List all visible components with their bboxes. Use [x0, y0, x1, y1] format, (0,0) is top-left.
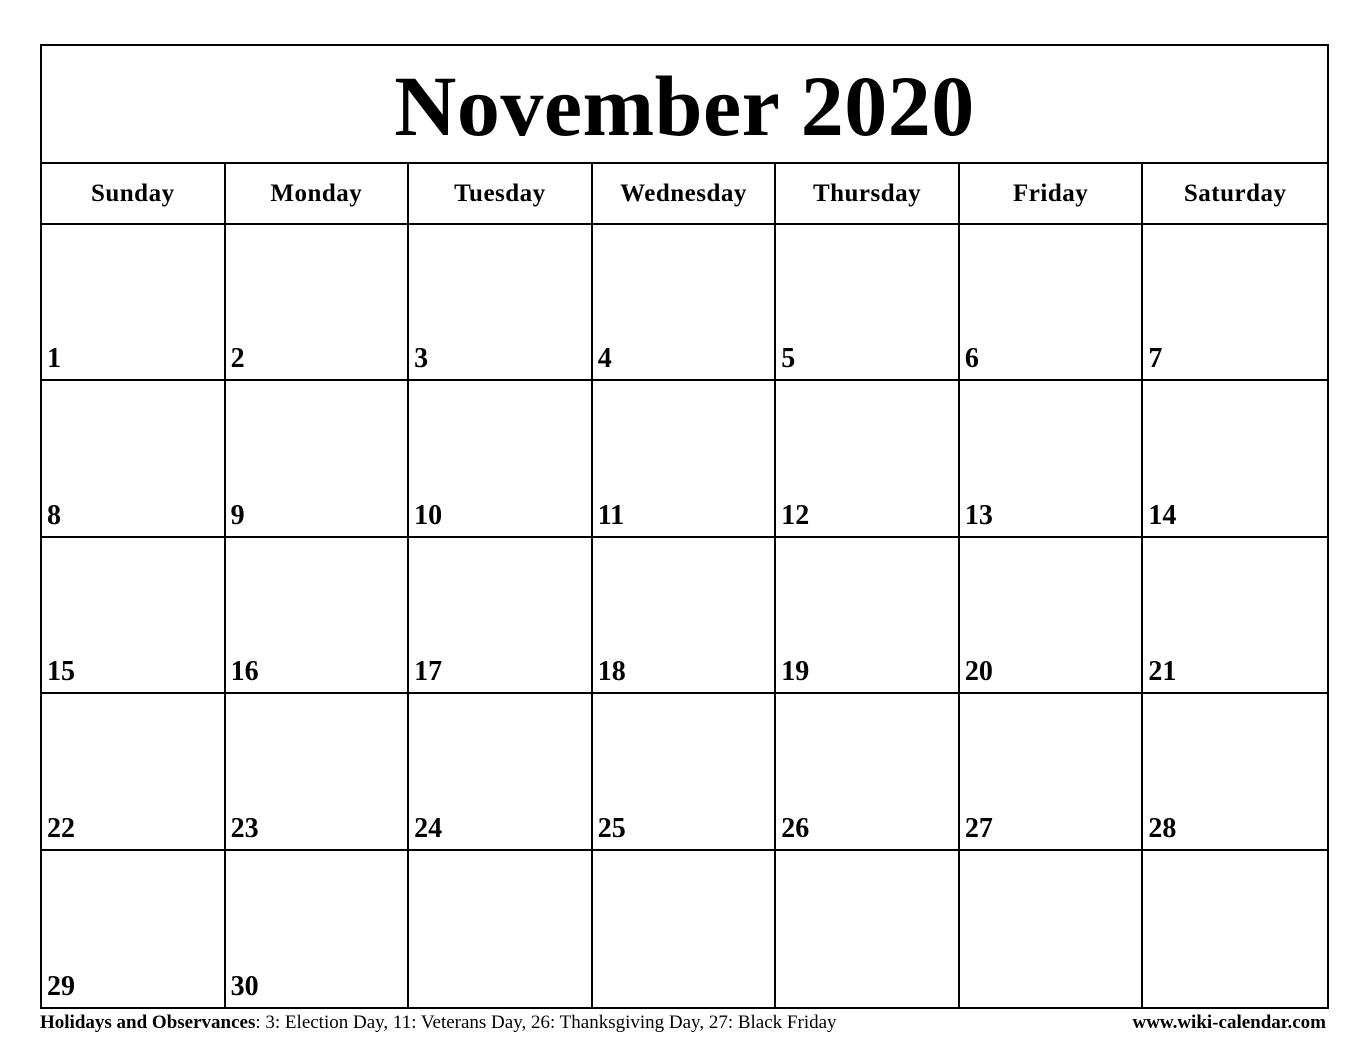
day-cell — [776, 225, 960, 381]
day-number: 4 — [597, 343, 612, 375]
day-cell — [776, 538, 960, 694]
day-cell — [960, 694, 1144, 850]
day-cell — [226, 694, 410, 850]
day-number: 29 — [47, 970, 75, 1002]
holidays-label: Holidays and Observances — [40, 1012, 256, 1033]
day-cell — [1143, 538, 1327, 694]
day-number: 19 — [781, 656, 810, 688]
day-cell — [409, 694, 593, 850]
day-cell — [1143, 851, 1327, 1007]
day-number: 13 — [964, 499, 993, 531]
weekday-header: Wednesday — [593, 164, 777, 225]
day-number: 28 — [1148, 812, 1177, 844]
weekday-header: Friday — [960, 164, 1144, 225]
day-number: 23 — [230, 812, 259, 844]
weekday-header: Tuesday — [409, 164, 593, 225]
day-number: 1 — [47, 343, 61, 375]
day-cell — [776, 851, 960, 1007]
day-number: 20 — [964, 656, 993, 688]
day-cell — [776, 381, 960, 537]
day-cell — [1143, 225, 1327, 381]
day-number: 7 — [1148, 343, 1163, 375]
day-number: 10 — [414, 499, 443, 531]
day-cell — [42, 851, 226, 1007]
weekday-header: Saturday — [1143, 164, 1327, 225]
weekday-header: Thursday — [776, 164, 960, 225]
day-cell — [593, 694, 777, 850]
day-cell — [960, 225, 1144, 381]
day-cell — [42, 538, 226, 694]
day-cell — [226, 225, 410, 381]
footer — [40, 1012, 1329, 1034]
day-number: 5 — [781, 343, 796, 375]
day-number: 12 — [781, 499, 810, 531]
day-number: 14 — [1148, 499, 1177, 531]
day-cell — [593, 538, 777, 694]
calendar-grid — [40, 44, 1329, 1009]
day-number: 21 — [1148, 656, 1177, 688]
day-number: 9 — [230, 499, 245, 531]
website-link[interactable]: www.wiki-calendar.com — [1132, 1012, 1326, 1033]
day-number: 11 — [597, 499, 625, 531]
day-cell — [960, 851, 1144, 1007]
day-cell — [409, 381, 593, 537]
day-cell — [1143, 694, 1327, 850]
day-number: 25 — [597, 812, 626, 844]
holidays-list: : 3: Election Day, 11: Veterans Day, 26: Thanksgiving Day, 27: Black Friday — [255, 1012, 837, 1033]
holidays-note — [40, 1012, 837, 1034]
day-number: 8 — [47, 499, 61, 531]
day-number: 3 — [414, 343, 429, 375]
day-cell — [593, 381, 777, 537]
day-cell — [1143, 381, 1327, 537]
day-number: 2 — [230, 343, 245, 375]
day-number: 18 — [597, 656, 626, 688]
day-number: 30 — [230, 970, 259, 1002]
day-number: 15 — [47, 656, 75, 688]
day-cell — [593, 225, 777, 381]
day-cell — [226, 538, 410, 694]
day-number: 24 — [414, 812, 443, 844]
day-cell — [42, 225, 226, 381]
day-cell — [960, 538, 1144, 694]
day-cell — [409, 538, 593, 694]
weekday-header: Monday — [226, 164, 410, 225]
day-cell — [776, 694, 960, 850]
day-cell — [42, 694, 226, 850]
day-number: 17 — [414, 656, 443, 688]
weekday-header: Sunday — [42, 164, 226, 225]
day-number: 22 — [47, 812, 75, 844]
day-cell — [42, 381, 226, 537]
day-number: 16 — [230, 656, 259, 688]
day-cell — [226, 851, 410, 1007]
day-number: 27 — [964, 812, 993, 844]
day-number: 26 — [781, 812, 810, 844]
day-cell — [409, 225, 593, 381]
day-number: 6 — [964, 343, 979, 375]
day-cell — [409, 851, 593, 1007]
day-cell — [226, 381, 410, 537]
day-cell — [593, 851, 777, 1007]
day-cell — [960, 381, 1144, 537]
calendar-title: November 2020 — [42, 46, 1327, 164]
